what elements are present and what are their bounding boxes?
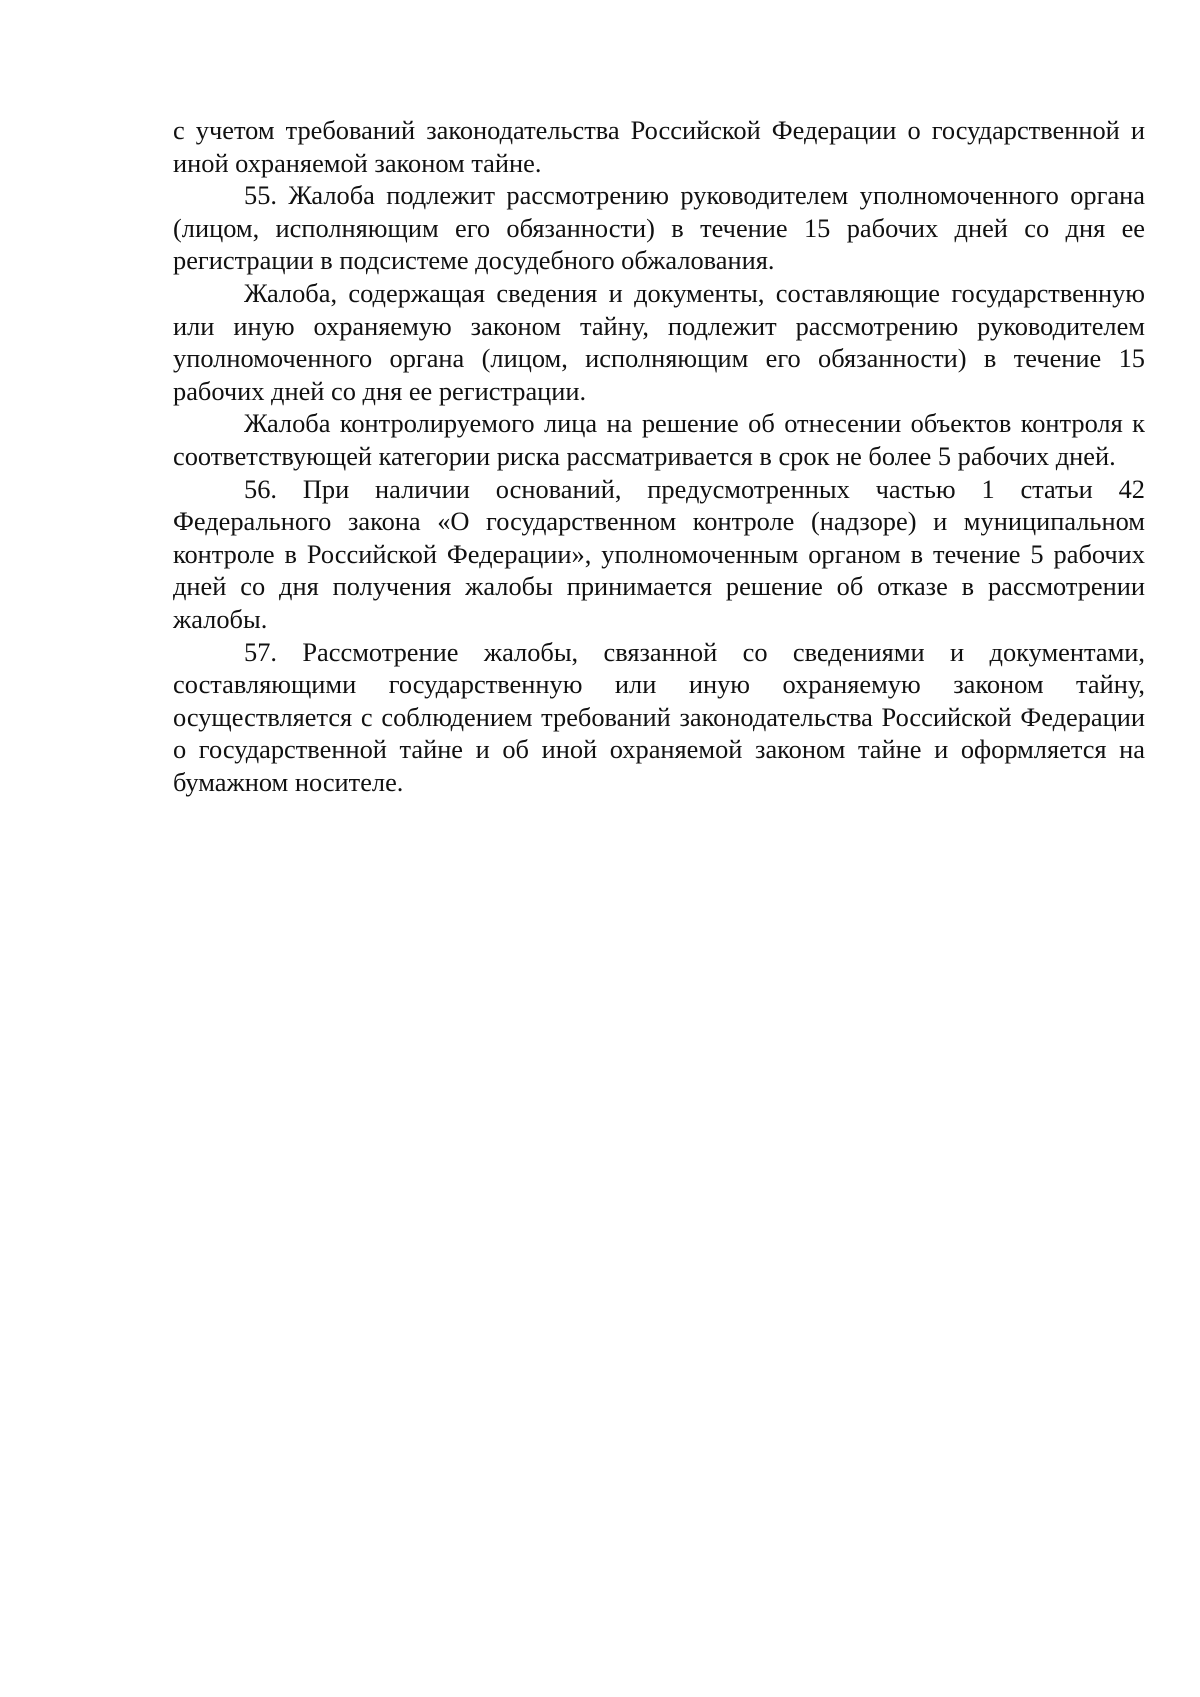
paragraph-continuation: с учетом требований законодательства Российской Федерации о государственной и иной охраняемой законом тайне. — [173, 115, 1145, 178]
document-body — [173, 114, 1145, 798]
paragraph-55-secret-complaint: Жалоба, содержащая сведения и документы, составляющие государственную или иную охраняемую законом тайну, подлежит рассмотрению руководителем уполномоченного органа (лицом, исполняющим его обязанности) в течение 15 рабочих дней со дня ее регистрации. — [173, 277, 1145, 406]
paragraph-57: 57. Рассмотрение жалобы, связанной со сведениями и документами, составляющими государственную или иную охраняемую законом тайну, осуществляется с соблюдением требований законодательства Российской Федерации о государственной тайне и об иной охраняемой законом тайне и оформляется на бумажном носителе. — [173, 636, 1145, 797]
paragraph-56: 56. При наличии оснований, предусмотренных частью 1 статьи 42 Федерального закона «О государственном контроле (надзоре) и муниципальном контроле в Российской Федерации», уполномоченным органом в течение 5 рабочих дней со дня получения жалобы принимается решение об отказе в рассмотрении жалобы. — [173, 473, 1145, 634]
paragraph-55: 55. Жалоба подлежит рассмотрению руководителем уполномоченного органа (лицом, исполняющим его обязанности) в течение 15 рабочих дней со дня ее регистрации в подсистеме досудебного обжалования. — [173, 180, 1145, 276]
paragraph-55-risk-category: Жалоба контролируемого лица на решение об отнесении объектов контроля к соответствующей категории риска рассматривается в срок не более 5 рабочих дней. — [173, 408, 1145, 471]
